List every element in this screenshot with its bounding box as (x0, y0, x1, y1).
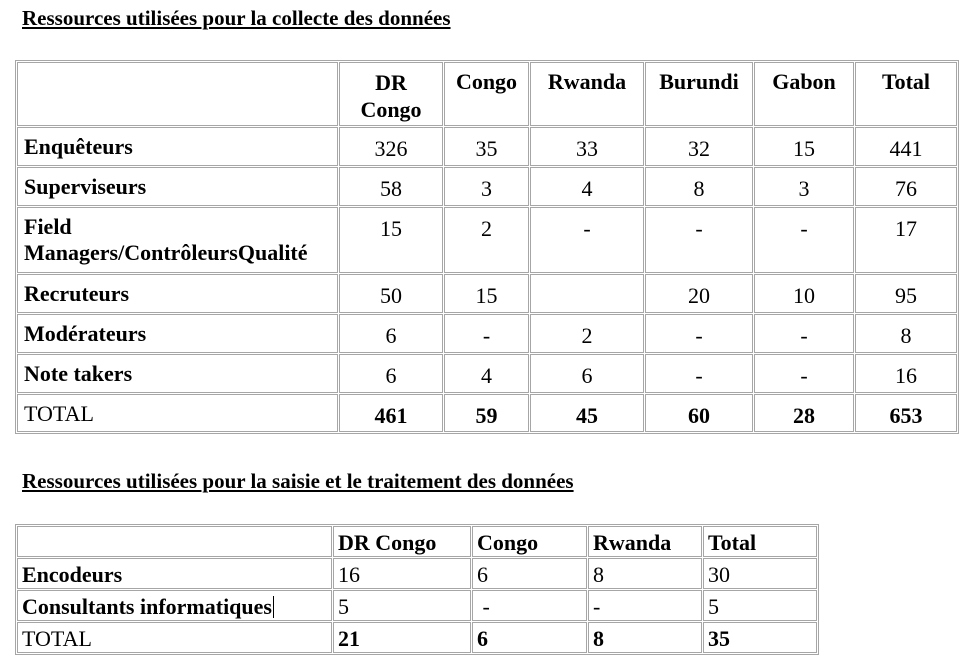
value-cell: 17 (855, 207, 957, 273)
value-cell: 50 (339, 274, 443, 313)
table-row (17, 354, 957, 393)
header-cell: Rwanda (530, 62, 644, 126)
table-row (17, 207, 957, 273)
value-cell: 8 (588, 558, 702, 589)
value-cell: 6 (339, 314, 443, 353)
value-cell: 6 (530, 354, 644, 393)
value-cell: 4 (530, 167, 644, 206)
header-cell-empty (17, 62, 338, 126)
value-cell: - (754, 207, 854, 273)
header-cell: Rwanda (588, 526, 702, 557)
value-cell: 76 (855, 167, 957, 206)
value-cell: 16 (333, 558, 471, 589)
header-cell: Burundi (645, 62, 753, 126)
total-row (17, 622, 817, 653)
value-cell: 15 (754, 127, 854, 166)
row-label: Field Managers/ContrôleursQualité (17, 207, 338, 273)
table-row (17, 314, 957, 353)
value-cell: - (645, 207, 753, 273)
value-cell: 95 (855, 274, 957, 313)
value-cell: 4 (444, 354, 529, 393)
row-label: TOTAL (17, 622, 332, 653)
row-label: Superviseurs (17, 167, 338, 206)
value-cell: 59 (444, 394, 529, 432)
value-cell: 10 (754, 274, 854, 313)
table-row (17, 127, 957, 166)
table-row (17, 167, 957, 206)
row-label: TOTAL (17, 394, 338, 432)
value-cell: 35 (703, 622, 817, 653)
value-cell: 45 (530, 394, 644, 432)
value-cell: 20 (645, 274, 753, 313)
row-label: Modérateurs (17, 314, 338, 353)
header-cell: DR Congo (333, 526, 471, 557)
value-cell: 5 (333, 590, 471, 621)
value-cell: 8 (645, 167, 753, 206)
value-cell: - (444, 314, 529, 353)
row-label: Enquêteurs (17, 127, 338, 166)
value-cell: 6 (339, 354, 443, 393)
value-cell: 3 (754, 167, 854, 206)
value-cell: - (645, 314, 753, 353)
value-cell: 3 (444, 167, 529, 206)
value-cell: - (530, 207, 644, 273)
value-cell: 6 (472, 558, 587, 589)
value-cell: 2 (444, 207, 529, 273)
value-cell: 35 (444, 127, 529, 166)
header-cell: Congo (472, 526, 587, 557)
section1-title: Ressources utilisées pour la collecte des données (22, 6, 451, 30)
header-row (17, 62, 957, 126)
row-label: Note takers (17, 354, 338, 393)
value-cell: 16 (855, 354, 957, 393)
row-label: Encodeurs (17, 558, 332, 589)
value-cell: - (588, 590, 702, 621)
value-cell: 441 (855, 127, 957, 166)
value-cell: 21 (333, 622, 471, 653)
header-cell-empty (17, 526, 332, 557)
value-cell: 326 (339, 127, 443, 166)
value-cell: 28 (754, 394, 854, 432)
value-cell: 33 (530, 127, 644, 166)
value-cell: - (754, 354, 854, 393)
value-cell: 653 (855, 394, 957, 432)
text-cursor (273, 596, 274, 618)
row-label: Consultants informatiques (17, 590, 332, 621)
value-cell: 32 (645, 127, 753, 166)
table-row (17, 558, 817, 589)
table-row (17, 590, 817, 621)
row-label: Recruteurs (17, 274, 338, 313)
header-cell: DR Congo (339, 62, 443, 126)
value-cell: 6 (472, 622, 587, 653)
value-cell: 8 (588, 622, 702, 653)
value-cell: 30 (703, 558, 817, 589)
value-cell (530, 274, 644, 313)
saisie-table (15, 524, 819, 655)
total-row (17, 394, 957, 432)
table-row (17, 274, 957, 313)
value-cell: - (754, 314, 854, 353)
header-cell: Gabon (754, 62, 854, 126)
value-cell: 461 (339, 394, 443, 432)
value-cell: 15 (444, 274, 529, 313)
collecte-table (15, 60, 959, 434)
header-cell: Total (703, 526, 817, 557)
value-cell: - (472, 590, 587, 621)
value-cell: 58 (339, 167, 443, 206)
value-cell: 5 (703, 590, 817, 621)
value-cell: 60 (645, 394, 753, 432)
value-cell: - (645, 354, 753, 393)
header-row (17, 526, 817, 557)
value-cell: 8 (855, 314, 957, 353)
header-cell: Total (855, 62, 957, 126)
section2-title: Ressources utilisées pour la saisie et le traitement des données (22, 469, 574, 493)
header-cell: Congo (444, 62, 529, 126)
value-cell: 2 (530, 314, 644, 353)
value-cell: 15 (339, 207, 443, 273)
